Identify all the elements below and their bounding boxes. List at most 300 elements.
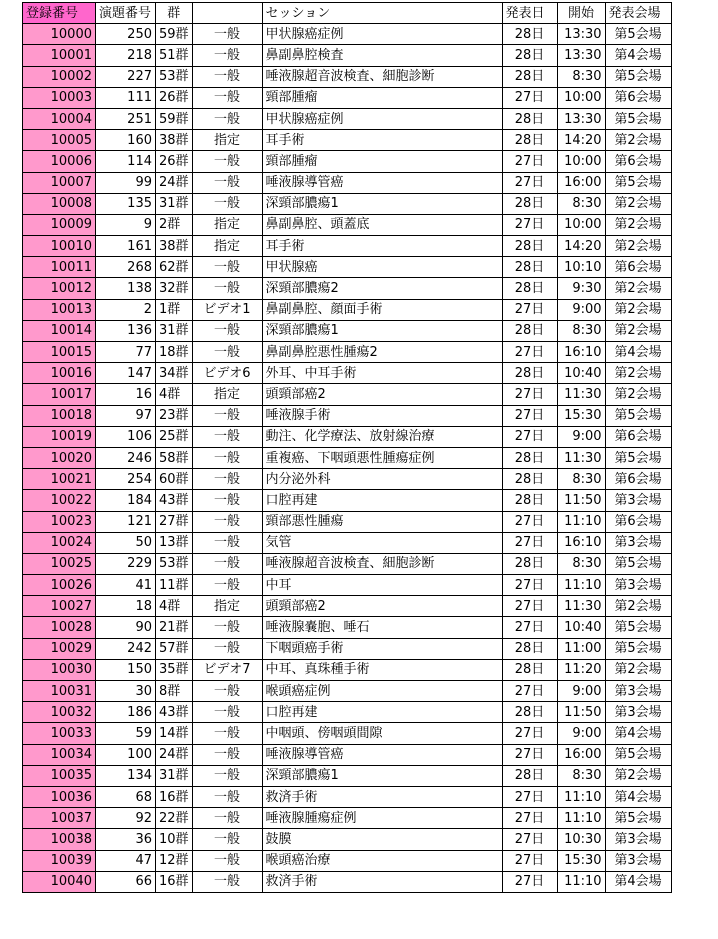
day-cell: 28日 — [502, 490, 557, 511]
day-cell: 28日 — [502, 130, 557, 151]
header-registration-number: 登録番号 — [23, 3, 96, 24]
session-cell: 唾液腺超音波検査、細胞診断 — [262, 553, 502, 574]
session-cell: 甲状腺癌症例 — [262, 24, 502, 45]
group-cell: 12群 — [156, 850, 193, 871]
venue-cell: 第5会場 — [605, 405, 671, 426]
abstract-number-cell: 2 — [96, 299, 156, 320]
venue-cell: 第5会場 — [605, 447, 671, 468]
start-time-cell: 16:00 — [557, 172, 605, 193]
venue-cell: 第4会場 — [605, 342, 671, 363]
table-row — [23, 617, 672, 638]
type-cell: 一般 — [192, 871, 262, 892]
session-cell: 救済手術 — [262, 786, 502, 807]
registration-number-cell: 10010 — [23, 236, 96, 257]
abstract-number-cell: 16 — [96, 384, 156, 405]
abstract-number-cell: 150 — [96, 659, 156, 680]
venue-cell: 第5会場 — [605, 808, 671, 829]
day-cell: 27日 — [502, 384, 557, 405]
table-row — [23, 681, 672, 702]
venue-cell: 第6会場 — [605, 469, 671, 490]
session-cell: 耳手術 — [262, 130, 502, 151]
table-row — [23, 342, 672, 363]
registration-number-cell: 10038 — [23, 829, 96, 850]
session-cell: 頭頸部癌2 — [262, 596, 502, 617]
day-cell: 28日 — [502, 24, 557, 45]
type-cell: 一般 — [192, 426, 262, 447]
venue-cell: 第2会場 — [605, 236, 671, 257]
start-time-cell: 15:30 — [557, 850, 605, 871]
type-cell: 一般 — [192, 786, 262, 807]
day-cell: 28日 — [502, 257, 557, 278]
abstract-number-cell: 160 — [96, 130, 156, 151]
type-cell: 一般 — [192, 108, 262, 129]
table-row — [23, 786, 672, 807]
type-cell: 一般 — [192, 808, 262, 829]
abstract-number-cell: 59 — [96, 723, 156, 744]
day-cell: 27日 — [502, 850, 557, 871]
session-cell: 外耳、中耳手術 — [262, 363, 502, 384]
start-time-cell: 11:50 — [557, 490, 605, 511]
abstract-number-cell: 246 — [96, 447, 156, 468]
venue-cell: 第2会場 — [605, 765, 671, 786]
table-row — [23, 765, 672, 786]
session-cell: 深頸部膿瘍1 — [262, 765, 502, 786]
registration-number-cell: 10002 — [23, 66, 96, 87]
type-cell: 一般 — [192, 87, 262, 108]
venue-cell: 第6会場 — [605, 257, 671, 278]
start-time-cell: 16:00 — [557, 744, 605, 765]
group-cell: 4群 — [156, 384, 193, 405]
registration-number-cell: 10006 — [23, 151, 96, 172]
table-row — [23, 108, 672, 129]
abstract-number-cell: 66 — [96, 871, 156, 892]
venue-cell: 第4会場 — [605, 45, 671, 66]
abstract-number-cell: 227 — [96, 66, 156, 87]
header-presentation-day: 発表日 — [502, 3, 557, 24]
start-time-cell: 13:30 — [557, 108, 605, 129]
day-cell: 27日 — [502, 511, 557, 532]
venue-cell: 第2会場 — [605, 130, 671, 151]
type-cell: 一般 — [192, 490, 262, 511]
registration-number-cell: 10030 — [23, 659, 96, 680]
registration-number-cell: 10039 — [23, 850, 96, 871]
day-cell: 27日 — [502, 532, 557, 553]
type-cell: 一般 — [192, 617, 262, 638]
session-cell: 救済手術 — [262, 871, 502, 892]
start-time-cell: 15:30 — [557, 405, 605, 426]
type-cell: 一般 — [192, 702, 262, 723]
day-cell: 27日 — [502, 808, 557, 829]
abstract-number-cell: 135 — [96, 193, 156, 214]
venue-cell: 第5会場 — [605, 744, 671, 765]
start-time-cell: 10:00 — [557, 87, 605, 108]
registration-number-cell: 10012 — [23, 278, 96, 299]
registration-number-cell: 10023 — [23, 511, 96, 532]
group-cell: 34群 — [156, 363, 193, 384]
table-row — [23, 850, 672, 871]
group-cell: 18群 — [156, 342, 193, 363]
venue-cell: 第5会場 — [605, 553, 671, 574]
registration-number-cell: 10001 — [23, 45, 96, 66]
session-cell: 深頸部膿瘍1 — [262, 320, 502, 341]
table-row — [23, 405, 672, 426]
table-row — [23, 24, 672, 45]
group-cell: 53群 — [156, 66, 193, 87]
registration-number-cell: 10013 — [23, 299, 96, 320]
day-cell: 27日 — [502, 405, 557, 426]
day-cell: 27日 — [502, 426, 557, 447]
venue-cell: 第3会場 — [605, 702, 671, 723]
header-abstract-number: 演題番号 — [96, 3, 156, 24]
session-cell: 頸部腫瘤 — [262, 151, 502, 172]
start-time-cell: 10:00 — [557, 214, 605, 235]
venue-cell: 第4会場 — [605, 723, 671, 744]
day-cell: 27日 — [502, 342, 557, 363]
group-cell: 8群 — [156, 681, 193, 702]
start-time-cell: 11:30 — [557, 384, 605, 405]
registration-number-cell: 10032 — [23, 702, 96, 723]
start-time-cell: 8:30 — [557, 66, 605, 87]
registration-number-cell: 10028 — [23, 617, 96, 638]
group-cell: 31群 — [156, 765, 193, 786]
day-cell: 27日 — [502, 596, 557, 617]
table-row — [23, 193, 672, 214]
session-cell: 唾液腺手術 — [262, 405, 502, 426]
session-cell: 重複癌、下咽頭悪性腫瘍症例 — [262, 447, 502, 468]
session-cell: 動注、化学療法、放射線治療 — [262, 426, 502, 447]
table-row — [23, 511, 672, 532]
schedule-table — [22, 2, 672, 893]
venue-cell: 第3会場 — [605, 850, 671, 871]
header-session: セッション — [262, 3, 502, 24]
start-time-cell: 10:10 — [557, 257, 605, 278]
registration-number-cell: 10034 — [23, 744, 96, 765]
session-cell: 甲状腺癌 — [262, 257, 502, 278]
table-row — [23, 469, 672, 490]
day-cell: 28日 — [502, 553, 557, 574]
abstract-number-cell: 100 — [96, 744, 156, 765]
table-row — [23, 702, 672, 723]
start-time-cell: 11:10 — [557, 575, 605, 596]
start-time-cell: 13:30 — [557, 24, 605, 45]
day-cell: 27日 — [502, 151, 557, 172]
start-time-cell: 10:40 — [557, 617, 605, 638]
venue-cell: 第6会場 — [605, 151, 671, 172]
session-cell: 深頸部膿瘍1 — [262, 193, 502, 214]
venue-cell: 第3会場 — [605, 829, 671, 850]
abstract-number-cell: 184 — [96, 490, 156, 511]
group-cell: 23群 — [156, 405, 193, 426]
abstract-number-cell: 134 — [96, 765, 156, 786]
abstract-number-cell: 218 — [96, 45, 156, 66]
day-cell: 28日 — [502, 108, 557, 129]
session-cell: 口腔再建 — [262, 702, 502, 723]
table-row — [23, 45, 672, 66]
group-cell: 43群 — [156, 702, 193, 723]
table-row — [23, 87, 672, 108]
registration-number-cell: 10015 — [23, 342, 96, 363]
session-cell: 唾液腺導管癌 — [262, 172, 502, 193]
table-row — [23, 532, 672, 553]
registration-number-cell: 10016 — [23, 363, 96, 384]
session-cell: 唾液腺嚢胞、唾石 — [262, 617, 502, 638]
venue-cell: 第3会場 — [605, 532, 671, 553]
registration-number-cell: 10000 — [23, 24, 96, 45]
day-cell: 27日 — [502, 871, 557, 892]
day-cell: 28日 — [502, 320, 557, 341]
start-time-cell: 9:00 — [557, 426, 605, 447]
table-row — [23, 638, 672, 659]
table-row — [23, 808, 672, 829]
session-cell: 甲状腺癌症例 — [262, 108, 502, 129]
start-time-cell: 10:40 — [557, 363, 605, 384]
registration-number-cell: 10011 — [23, 257, 96, 278]
table-row — [23, 744, 672, 765]
type-cell: 一般 — [192, 151, 262, 172]
group-cell: 60群 — [156, 469, 193, 490]
type-cell: 一般 — [192, 278, 262, 299]
abstract-number-cell: 68 — [96, 786, 156, 807]
registration-number-cell: 10027 — [23, 596, 96, 617]
group-cell: 26群 — [156, 87, 193, 108]
session-cell: 頭頸部癌2 — [262, 384, 502, 405]
start-time-cell: 13:30 — [557, 45, 605, 66]
type-cell: 一般 — [192, 447, 262, 468]
session-cell: 頸部腫瘤 — [262, 87, 502, 108]
table-row — [23, 66, 672, 87]
day-cell: 27日 — [502, 87, 557, 108]
abstract-number-cell: 114 — [96, 151, 156, 172]
session-cell: 下咽頭癌手術 — [262, 638, 502, 659]
abstract-number-cell: 161 — [96, 236, 156, 257]
venue-cell: 第6会場 — [605, 426, 671, 447]
venue-cell: 第2会場 — [605, 384, 671, 405]
registration-number-cell: 10025 — [23, 553, 96, 574]
session-cell: 鼻副鼻腔悪性腫瘍2 — [262, 342, 502, 363]
abstract-number-cell: 90 — [96, 617, 156, 638]
venue-cell: 第5会場 — [605, 66, 671, 87]
type-cell: 一般 — [192, 405, 262, 426]
type-cell: 指定 — [192, 596, 262, 617]
abstract-number-cell: 97 — [96, 405, 156, 426]
table-row — [23, 363, 672, 384]
registration-number-cell: 10026 — [23, 575, 96, 596]
type-cell: 一般 — [192, 469, 262, 490]
group-cell: 31群 — [156, 320, 193, 341]
session-cell: 鼻副鼻腔、顔面手術 — [262, 299, 502, 320]
start-time-cell: 11:30 — [557, 447, 605, 468]
registration-number-cell: 10024 — [23, 532, 96, 553]
session-cell: 唾液腺超音波検査、細胞診断 — [262, 66, 502, 87]
venue-cell: 第5会場 — [605, 24, 671, 45]
table-row — [23, 257, 672, 278]
day-cell: 28日 — [502, 447, 557, 468]
type-cell: 一般 — [192, 553, 262, 574]
group-cell: 24群 — [156, 172, 193, 193]
venue-cell: 第4会場 — [605, 871, 671, 892]
venue-cell: 第4会場 — [605, 786, 671, 807]
type-cell: 指定 — [192, 236, 262, 257]
day-cell: 28日 — [502, 278, 557, 299]
type-cell: 一般 — [192, 744, 262, 765]
start-time-cell: 11:30 — [557, 596, 605, 617]
abstract-number-cell: 47 — [96, 850, 156, 871]
venue-cell: 第2会場 — [605, 320, 671, 341]
group-cell: 32群 — [156, 278, 193, 299]
registration-number-cell: 10007 — [23, 172, 96, 193]
header-venue: 発表会場 — [605, 3, 671, 24]
table-row — [23, 130, 672, 151]
venue-cell: 第2会場 — [605, 193, 671, 214]
type-cell: 一般 — [192, 66, 262, 87]
venue-cell: 第2会場 — [605, 659, 671, 680]
session-cell: 鼻副鼻腔、頭蓋底 — [262, 214, 502, 235]
session-cell: 内分泌外科 — [262, 469, 502, 490]
table-row — [23, 871, 672, 892]
group-cell: 38群 — [156, 130, 193, 151]
abstract-number-cell: 250 — [96, 24, 156, 45]
table-row — [23, 299, 672, 320]
table-row — [23, 320, 672, 341]
session-cell: 鼻副鼻腔検査 — [262, 45, 502, 66]
day-cell: 27日 — [502, 744, 557, 765]
group-cell: 62群 — [156, 257, 193, 278]
type-cell: 一般 — [192, 342, 262, 363]
start-time-cell: 11:50 — [557, 702, 605, 723]
registration-number-cell: 10036 — [23, 786, 96, 807]
day-cell: 27日 — [502, 299, 557, 320]
group-cell: 10群 — [156, 829, 193, 850]
group-cell: 35群 — [156, 659, 193, 680]
type-cell: ビデオ1 — [192, 299, 262, 320]
start-time-cell: 9:00 — [557, 723, 605, 744]
group-cell: 31群 — [156, 193, 193, 214]
abstract-number-cell: 251 — [96, 108, 156, 129]
table-row — [23, 426, 672, 447]
type-cell: 一般 — [192, 765, 262, 786]
header-start-time: 開始 — [557, 3, 605, 24]
day-cell: 27日 — [502, 723, 557, 744]
registration-number-cell: 10021 — [23, 469, 96, 490]
table-row — [23, 278, 672, 299]
session-cell: 唾液腺導管癌 — [262, 744, 502, 765]
start-time-cell: 11:10 — [557, 786, 605, 807]
group-cell: 59群 — [156, 24, 193, 45]
group-cell: 26群 — [156, 151, 193, 172]
session-cell: 中耳 — [262, 575, 502, 596]
session-cell: 気管 — [262, 532, 502, 553]
table-row — [23, 172, 672, 193]
group-cell: 22群 — [156, 808, 193, 829]
abstract-number-cell: 106 — [96, 426, 156, 447]
abstract-number-cell: 77 — [96, 342, 156, 363]
session-cell: 喉頭癌治療 — [262, 850, 502, 871]
type-cell: ビデオ7 — [192, 659, 262, 680]
session-cell: 中咽頭、傍咽頭間隙 — [262, 723, 502, 744]
type-cell: 一般 — [192, 638, 262, 659]
start-time-cell: 10:30 — [557, 829, 605, 850]
abstract-number-cell: 147 — [96, 363, 156, 384]
registration-number-cell: 10037 — [23, 808, 96, 829]
venue-cell: 第2会場 — [605, 278, 671, 299]
start-time-cell: 8:30 — [557, 469, 605, 490]
day-cell: 27日 — [502, 575, 557, 596]
session-cell: 頸部悪性腫瘍 — [262, 511, 502, 532]
table-row — [23, 553, 672, 574]
registration-number-cell: 10031 — [23, 681, 96, 702]
group-cell: 14群 — [156, 723, 193, 744]
start-time-cell: 11:10 — [557, 808, 605, 829]
day-cell: 27日 — [502, 214, 557, 235]
venue-cell: 第2会場 — [605, 299, 671, 320]
group-cell: 1群 — [156, 299, 193, 320]
registration-number-cell: 10020 — [23, 447, 96, 468]
type-cell: 一般 — [192, 532, 262, 553]
registration-number-cell: 10040 — [23, 871, 96, 892]
abstract-number-cell: 186 — [96, 702, 156, 723]
registration-number-cell: 10014 — [23, 320, 96, 341]
start-time-cell: 14:20 — [557, 130, 605, 151]
header-group: 群 — [156, 3, 193, 24]
venue-cell: 第5会場 — [605, 617, 671, 638]
venue-cell: 第5会場 — [605, 638, 671, 659]
start-time-cell: 8:30 — [557, 193, 605, 214]
group-cell: 21群 — [156, 617, 193, 638]
group-cell: 4群 — [156, 596, 193, 617]
start-time-cell: 11:20 — [557, 659, 605, 680]
group-cell: 58群 — [156, 447, 193, 468]
group-cell: 25群 — [156, 426, 193, 447]
abstract-number-cell: 229 — [96, 553, 156, 574]
type-cell: 一般 — [192, 45, 262, 66]
registration-number-cell: 10029 — [23, 638, 96, 659]
type-cell: 一般 — [192, 850, 262, 871]
abstract-number-cell: 242 — [96, 638, 156, 659]
day-cell: 27日 — [502, 172, 557, 193]
session-cell: 口腔再建 — [262, 490, 502, 511]
start-time-cell: 9:30 — [557, 278, 605, 299]
group-cell: 59群 — [156, 108, 193, 129]
group-cell: 16群 — [156, 786, 193, 807]
venue-cell: 第3会場 — [605, 490, 671, 511]
registration-number-cell: 10008 — [23, 193, 96, 214]
group-cell: 13群 — [156, 532, 193, 553]
venue-cell: 第2会場 — [605, 214, 671, 235]
day-cell: 27日 — [502, 786, 557, 807]
session-cell: 深頸部膿瘍2 — [262, 278, 502, 299]
day-cell: 28日 — [502, 702, 557, 723]
abstract-number-cell: 18 — [96, 596, 156, 617]
start-time-cell: 9:00 — [557, 681, 605, 702]
type-cell: 一般 — [192, 320, 262, 341]
abstract-number-cell: 99 — [96, 172, 156, 193]
type-cell: ビデオ6 — [192, 363, 262, 384]
day-cell: 28日 — [502, 193, 557, 214]
day-cell: 28日 — [502, 236, 557, 257]
group-cell: 57群 — [156, 638, 193, 659]
day-cell: 28日 — [502, 469, 557, 490]
type-cell: 一般 — [192, 257, 262, 278]
registration-number-cell: 10005 — [23, 130, 96, 151]
group-cell: 11群 — [156, 575, 193, 596]
day-cell: 28日 — [502, 638, 557, 659]
header-row — [23, 3, 672, 24]
abstract-number-cell: 92 — [96, 808, 156, 829]
abstract-number-cell: 254 — [96, 469, 156, 490]
type-cell: 一般 — [192, 575, 262, 596]
registration-number-cell: 10035 — [23, 765, 96, 786]
table-row — [23, 829, 672, 850]
